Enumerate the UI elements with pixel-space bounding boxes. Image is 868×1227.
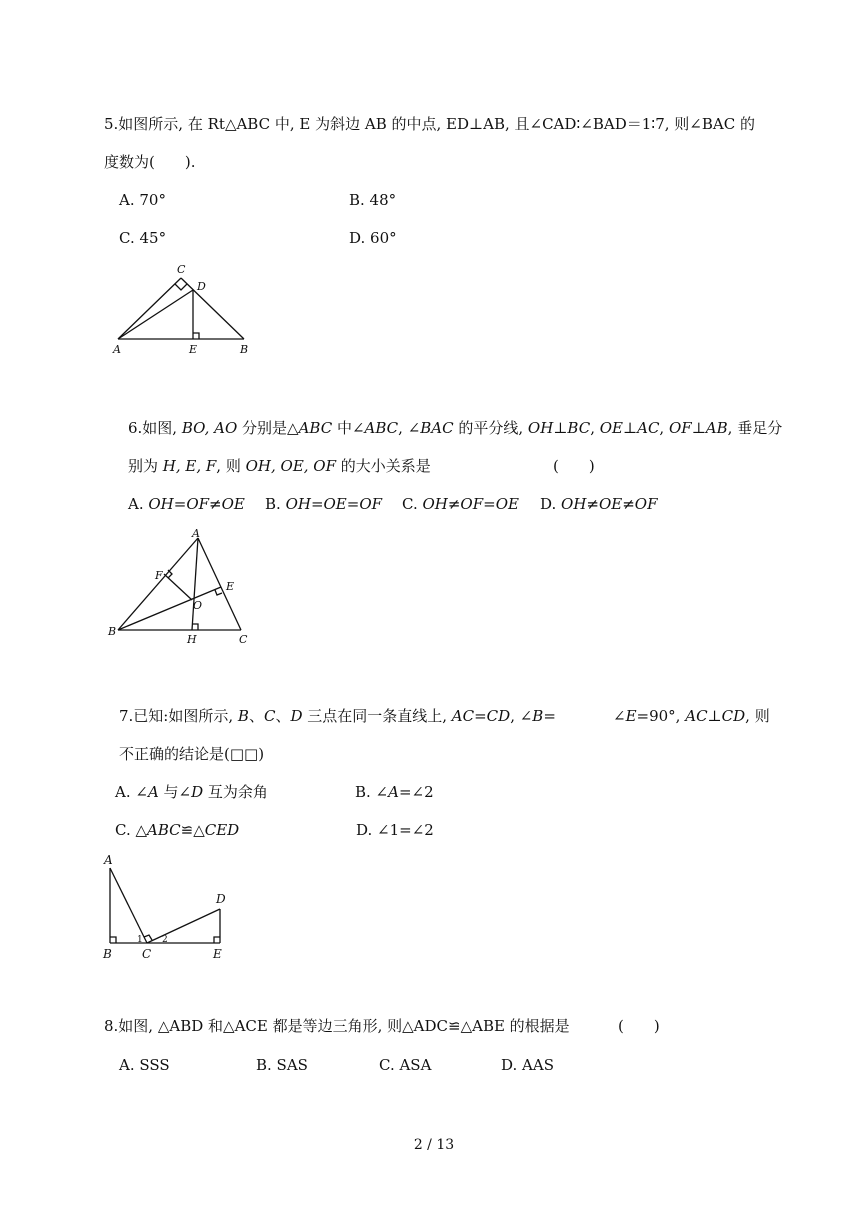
page-number: 2 / 13 bbox=[413, 1137, 455, 1153]
q7-segment-cd bbox=[147, 909, 220, 943]
q7-right-angle-b bbox=[110, 937, 116, 943]
q7-right-angle-e bbox=[214, 937, 220, 943]
q7-stem-line2: 不正确的结论是(□□) bbox=[119, 745, 265, 763]
q8-answer-paren: ( ) bbox=[618, 1017, 660, 1035]
q6-label-h: H bbox=[187, 633, 197, 646]
q5-label-e: E bbox=[189, 343, 198, 356]
q7-label-angle1: 1 bbox=[137, 935, 143, 945]
q6-stem-line2: 别为 H, E, F, 则 OH, OE, OF 的大小关系是 bbox=[128, 457, 431, 475]
q7-option-b: B. ∠A=∠2 bbox=[355, 783, 434, 801]
q6-segment-a-bisector bbox=[192, 538, 198, 630]
q5-stem-line2: 度数为( ). bbox=[104, 153, 196, 171]
q7-label-c: C bbox=[142, 947, 152, 961]
q6-option-d: D. OH≠OE≠OF bbox=[540, 495, 658, 513]
q6-right-angle-f bbox=[168, 570, 172, 578]
q8-option-b: B. SAS bbox=[256, 1056, 308, 1074]
q6-segment-b-bisector bbox=[118, 587, 221, 630]
q6-label-e: E bbox=[226, 580, 235, 593]
q5-figure bbox=[108, 260, 258, 360]
q7-stem-line1-left: 7.已知:如图所示, B、C、D 三点在同一条直线上, AC=CD, ∠B= bbox=[119, 707, 556, 725]
q6-label-o: O bbox=[193, 599, 203, 612]
q5-label-d: D bbox=[197, 280, 206, 293]
q8-option-d: D. AAS bbox=[501, 1056, 554, 1074]
q6-label-a: A bbox=[192, 527, 200, 540]
q6-option-c: C. OH≠OF=OE bbox=[402, 495, 519, 513]
q8-option-a: A. SSS bbox=[119, 1056, 170, 1074]
q5-right-angle-e bbox=[193, 333, 199, 339]
q8-option-c: C. ASA bbox=[379, 1056, 432, 1074]
q6-segment-ac bbox=[198, 538, 241, 630]
q6-answer-paren: ( ) bbox=[553, 457, 595, 475]
q6-segment-ab bbox=[118, 538, 198, 630]
q5-option-b: B. 48° bbox=[349, 191, 397, 209]
q6-label-b: B bbox=[108, 625, 117, 638]
q5-segment-cb bbox=[181, 278, 244, 339]
q5-stem-line1: 5.如图所示, 在 Rt△ABC 中, E 为斜边 AB 的中点, ED⊥AB, 且∠CAD∶∠BAD＝1∶7, 则∠BAC 的 bbox=[104, 115, 755, 133]
q5-label-c: C bbox=[177, 263, 186, 276]
q5-label-a: A bbox=[113, 343, 121, 356]
q5-segment-ad bbox=[118, 290, 193, 339]
q6-stem-line1: 6.如图, BO, AO 分别是△ABC 中∠ABC, ∠BAC 的平分线, OH⊥BC, OE⊥AC, OF⊥AB, 垂足分 bbox=[128, 419, 783, 437]
q5-label-b: B bbox=[240, 343, 249, 356]
q7-option-a: A. ∠A 与∠D 互为余角 bbox=[115, 783, 268, 801]
q6-figure bbox=[104, 528, 264, 650]
q7-label-angle2: 2 bbox=[162, 935, 168, 945]
q5-right-angle-c bbox=[175, 284, 187, 290]
q8-stem-line1: 8.如图, △ABD 和△ACE 都是等边三角形, 则△ADC≌△ABE 的根据是 bbox=[104, 1017, 570, 1035]
q6-option-a: A. OH=OF≠OE bbox=[128, 495, 245, 513]
q7-segment-ac bbox=[110, 868, 147, 943]
q5-option-d: D. 60° bbox=[349, 229, 397, 247]
q7-label-e: E bbox=[213, 947, 222, 961]
q6-label-f: F bbox=[155, 569, 163, 582]
q7-label-a: A bbox=[104, 853, 113, 867]
q7-option-d: D. ∠1=∠2 bbox=[356, 821, 434, 839]
q5-segment-ac bbox=[118, 278, 181, 339]
q7-option-c: C. △ABC≌△CED bbox=[115, 821, 240, 839]
q7-label-b: B bbox=[103, 947, 112, 961]
q6-right-angle-e bbox=[215, 590, 222, 595]
q6-label-c: C bbox=[239, 633, 248, 646]
q6-option-b: B. OH=OE=OF bbox=[265, 495, 383, 513]
q5-option-a: A. 70° bbox=[119, 191, 166, 209]
q5-option-c: C. 45° bbox=[119, 229, 167, 247]
q7-figure bbox=[100, 852, 235, 967]
q7-stem-line1-right: ∠E=90°, AC⊥CD, 则 bbox=[613, 707, 770, 725]
q7-label-d: D bbox=[216, 892, 226, 906]
